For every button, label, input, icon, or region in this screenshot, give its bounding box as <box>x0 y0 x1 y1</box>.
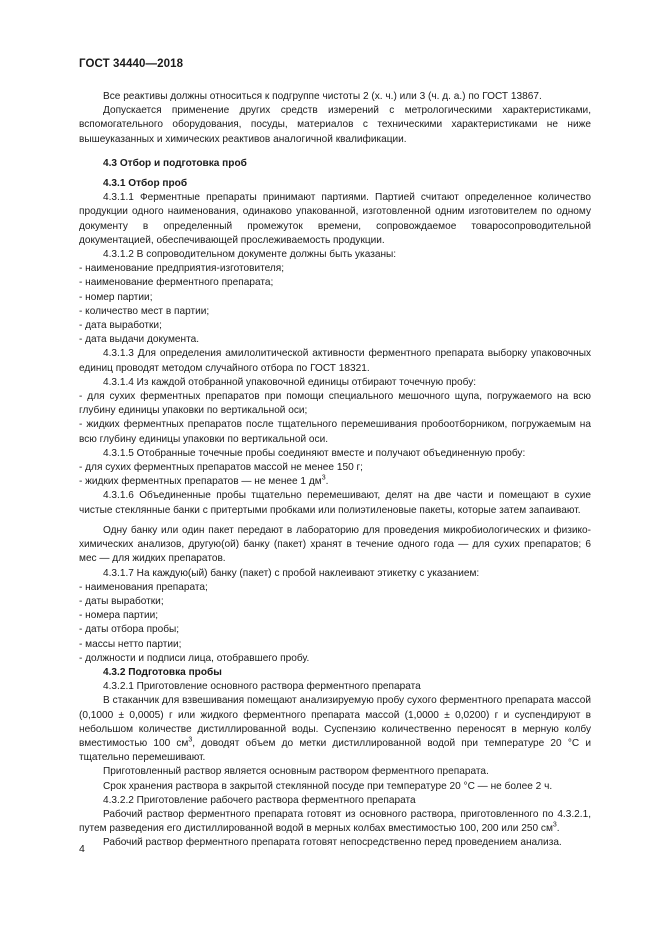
list-item: - наименования препарата; <box>79 581 208 593</box>
list-item: - должности и подписи лица, отобравшего пробу. <box>79 652 310 664</box>
paragraph: 4.3.1.4 Из каждой отобранной упаковочной единицы отбирают точечную пробу: <box>103 376 477 388</box>
list-item: - дата выработки; <box>79 320 162 332</box>
paragraph: 4.3.1.1 Ферментные препараты принимают партиями. Партией считают определенное количество продукции одного наименования, одинаково упакованной, изготовленной одним изготовителем по одному документу в определенный промежуток времени, сопровождаемое товаросопроводительной документацией, обеспечивающей прослеживаемость продукции. <box>79 192 591 246</box>
paragraph: 4.3.2.1 Приготовление основного раствора ферментного препарата <box>103 681 421 693</box>
list-item: - номер партии; <box>79 291 153 303</box>
section-heading-4-3-1: 4.3.1 Отбор проб <box>103 178 188 190</box>
list-item: - наименование ферментного препарата; <box>79 277 274 289</box>
paragraph: 4.3.1.7 На каждую(ый) банку (пакет) с пробой наклеивают этикетку с указанием: <box>103 567 480 579</box>
list-item: - даты выработки; <box>79 595 164 607</box>
paragraph: - жидких ферментных препаратов после тщательного перемешивания пробоотборником, погружаемым на всю глубину единицы упаковки по вертикальной оси. <box>79 419 591 445</box>
paragraph: 4.3.2.2 Приготовление рабочего раствора ферментного препарата <box>103 794 416 806</box>
paragraph: 4.3.1.2 В сопроводительном документе должны быть указаны: <box>103 249 397 261</box>
section-heading-4-3: 4.3 Отбор и подготовка проб <box>103 157 247 169</box>
list-item: - массы нетто партии; <box>79 638 182 650</box>
paragraph: Приготовленный раствор является основным раствором ферментного препарата. <box>103 766 489 778</box>
paragraph: 4.3.1.6 Объединенные пробы тщательно перемешивают, делят на две части и помещают в сухие чистые стеклянные банки с притертыми пробками или полиэтиленовые пакеты, которые затем запаивают. <box>79 490 591 516</box>
paragraph: В стаканчик для взвешивания помещают анализируемую пробу сухого ферментного препарата массой (0,1000 ± 0,0005) г или жидкого ферментного препарата массой (1,0000 ± 0,0200) г и суспендируют в небольшом количестве дистиллированной воды. Суспензию количественно переносят в мерную колбу вместимостью 100 $см^3$, доводят объем до метки дистиллированной водой при температуре 20 °С и тщательно перемешивают. <box>79 695 591 764</box>
paragraph: 4.3.1.3 Для определения амилолитической активности ферментного препарата выборку упаковочных единиц проводят методом случайного отбора по ГОСТ 18321. <box>79 348 591 374</box>
list-item: - даты отбора пробы; <box>79 624 180 636</box>
paragraph: Рабочий раствор ферментного препарата готовят из основного раствора, приготовленного по 4.3.2.1, путем разведения его дистиллированной водой в мерных колбах вместимостью 100, 200 или 250 $см^3$. <box>79 808 591 835</box>
paragraph: 4.3.1.5 Отобранные точечные пробы соединяют вместе и получают объединенную пробу: <box>103 447 526 459</box>
list-item: - количество мест в партии; <box>79 305 210 317</box>
section-heading-4-3-2: 4.3.2 Подготовка пробы <box>103 666 222 678</box>
list-item: - для сухих ферментных препаратов массой не менее 150 г; <box>79 462 363 474</box>
paragraph: Все реактивы должны относиться к подгруппе чистоты 2 (х. ч.) или 3 (ч. д. а.) по ГОСТ 13867. <box>103 91 542 102</box>
document-body <box>79 90 591 851</box>
paragraph: Одну банку или один пакет передают в лабораторию для проведения микробиологических и физико-химических анализов, другую(ой) банку (пакет) хранят в течение одного года — для сухих препаратов; 6 мес — для жидких препаратов. <box>79 524 591 565</box>
list-item: - наименование предприятия-изготовителя; <box>79 263 285 275</box>
paragraph: Допускается применение других средств измерений с метрологическими характеристиками, вспомогательного оборудования, посуды, материалов с техническими характеристиками не ниже вышеуказанных и химических реактивов аналогичной квалификации. <box>79 105 591 145</box>
paragraph: - для сухих ферментных препаратов при помощи специального мешочного щупа, погружаемого на всю глубину единицы упаковки по вертикальной оси; <box>79 391 591 417</box>
paragraph: Рабочий раствор ферментного препарата готовят непосредственно перед проведением анализа. <box>103 837 562 849</box>
paragraph: Срок хранения раствора в закрытой стеклянной посуде при температуре 20 °С — не более 2 ч. <box>103 780 553 792</box>
list-item: - жидких ферментных препаратов — не менее 1 $дм^3$. <box>79 474 329 488</box>
page-number: 4 <box>79 843 85 855</box>
list-item: - дата выдачи документа. <box>79 334 199 346</box>
document-header: ГОСТ 34440—2018 <box>79 58 184 70</box>
list-item: - номера партии; <box>79 610 159 622</box>
